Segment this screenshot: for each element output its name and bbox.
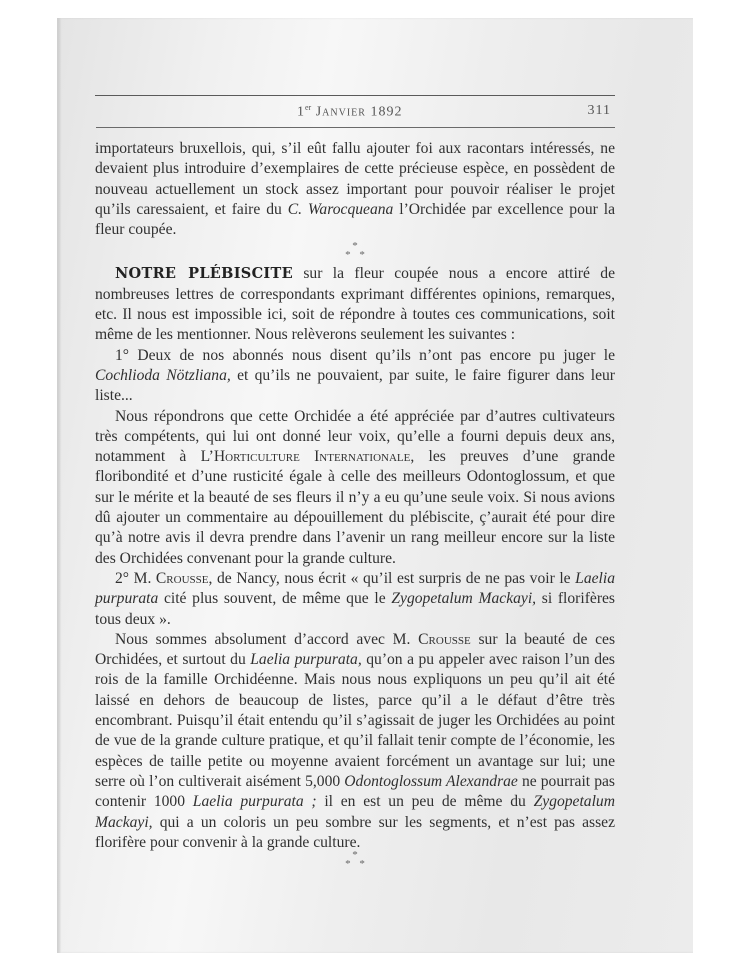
text-run: 2° M. bbox=[115, 569, 156, 587]
text-run: si florifères tous deux ». bbox=[95, 590, 616, 628]
publication-name: L’Horticulture Internationale bbox=[200, 448, 411, 466]
asterism-bottom: * * bbox=[345, 249, 368, 262]
person-name: Crousse bbox=[155, 569, 209, 587]
species-name: C. Warocqueana bbox=[287, 200, 394, 218]
species-name: Laelia purpurata, bbox=[250, 651, 362, 669]
paragraph-response-2 bbox=[95, 630, 615, 853]
text-run: 1° Deux de nos abonnés nous disent qu’ils n’ont pas encore pu juger le bbox=[115, 346, 615, 364]
section-lead-heading: NOTRE PLÉBISCITE bbox=[115, 265, 293, 283]
running-header bbox=[95, 101, 615, 123]
text-run: , les preuves d’une grande floribondité et d’une rusticité égale à celle des meilleurs Odontoglossum, et que sur le mérite et la beauté de ses fleurs il n’y a eu qu’une seule voix. Si nous avions dû ajouter un commentaire au dépouillement du plébiscite, ç’aurait été pour dire qu’à notre avis il devra prendre dans l’avenir un rang meilleur encore sur la liste des Orchidées convenant pour la grande culture. bbox=[95, 448, 616, 567]
species-name: Zygopetalum Mackayi, bbox=[391, 590, 537, 608]
text-run: l’Orchidée par excellence pour la fleur coupée. bbox=[95, 200, 616, 239]
header-day: 1 bbox=[297, 104, 305, 120]
header-month-year: Janvier 1892 bbox=[315, 104, 403, 120]
person-name: Crousse bbox=[418, 630, 471, 648]
species-name: Cochlioda Nötzliana, bbox=[95, 366, 231, 384]
asterism-top: * bbox=[352, 849, 358, 861]
text-run: et qu’ils ne pouvaient, par suite, le faire figurer dans leur liste... bbox=[95, 366, 615, 405]
header-rule-bottom bbox=[96, 127, 615, 128]
page-edge-shadow bbox=[57, 18, 61, 953]
paragraph-plebiscite bbox=[95, 264, 615, 345]
page-number: 311 bbox=[587, 103, 611, 118]
text-run: ne pourrait pas contenir 1000 bbox=[95, 772, 615, 811]
text-run: qu’on a pu appeler avec raison l’un des rois de la famille Orchidéenne. Mais nous nous expliquons un peu qu’il ait été laissé en dehors de beaucoup de listes, parce qu’il a le défaut d’être très encombrant. Puisqu’il était entendu qu’il s’agissait de juger les Orchidées au point de vue de la grande culture pratique, et qu’il fallait tenir compte de l’économie, les espèces de taille petite ou moyenne avaient forcément un avantage sur lui; une serre où l’on cultiverait aisément 5,000 bbox=[95, 651, 615, 790]
species-name: Laelia purpurata ; bbox=[192, 793, 317, 811]
body-text bbox=[95, 139, 615, 853]
asterism-top: * bbox=[352, 240, 358, 253]
section-separator-asterism bbox=[95, 240, 615, 262]
text-run: Nous répondrons que cette Orchidée a été appréciée par d’autres cultivateurs très compétents, qui lui ont donné leur voix, qu’elle a fourni depuis deux ans, notamment à bbox=[95, 407, 615, 466]
header-rule-top bbox=[95, 95, 615, 96]
species-name: Odontoglossum Alexandrae bbox=[344, 772, 518, 790]
text-run: Nous sommes absolument d’accord avec M. bbox=[115, 630, 419, 648]
asterism-bottom: * * bbox=[345, 858, 368, 870]
text-run: importateurs bruxellois, qui, s’il eût fallu ajouter foi aux racontars intéressés, ne devaient plus introduire d’exemplaires de cette précieuse espèce, en possèdent de nouveau actuellement un stock assez important pour pouvoir réaliser le projet qu’ils caressaient, et faire du bbox=[95, 140, 615, 218]
paragraph-continuation bbox=[95, 139, 615, 240]
header-date bbox=[297, 103, 402, 121]
text-run: cité plus souvent, de même que le bbox=[158, 590, 392, 608]
species-name: Laelia purpurata bbox=[95, 569, 616, 608]
paragraph-point-1 bbox=[95, 346, 615, 407]
section-separator-asterism-end bbox=[95, 849, 615, 871]
text-run: sur la fleur coupée nous a encore attiré de nombreuses lettres de correspondants exprimant différentes opinions, remarques, etc. Il nous est impossible ici, soit de répondre à toutes ces communications, soit même de les mentionner. Nous relèverons seulement les suivantes : bbox=[95, 265, 616, 344]
paragraph-response-1 bbox=[95, 407, 615, 569]
text-run: il en est un peu de même du bbox=[316, 793, 534, 811]
paragraph-point-2 bbox=[95, 569, 615, 630]
text-run: , de Nancy, nous écrit « qu’il est surpris de ne pas voir le bbox=[208, 569, 576, 587]
header-day-suffix: er bbox=[305, 103, 312, 112]
text-run: qui a un coloris un peu sombre sur les segments, et n’est pas assez florifère pour convenir à la grande culture. bbox=[95, 813, 615, 851]
text-run: sur la beauté de ces Orchidées, et surtout du bbox=[95, 630, 616, 669]
species-name: Zygopetalum Mackayi, bbox=[95, 793, 615, 831]
